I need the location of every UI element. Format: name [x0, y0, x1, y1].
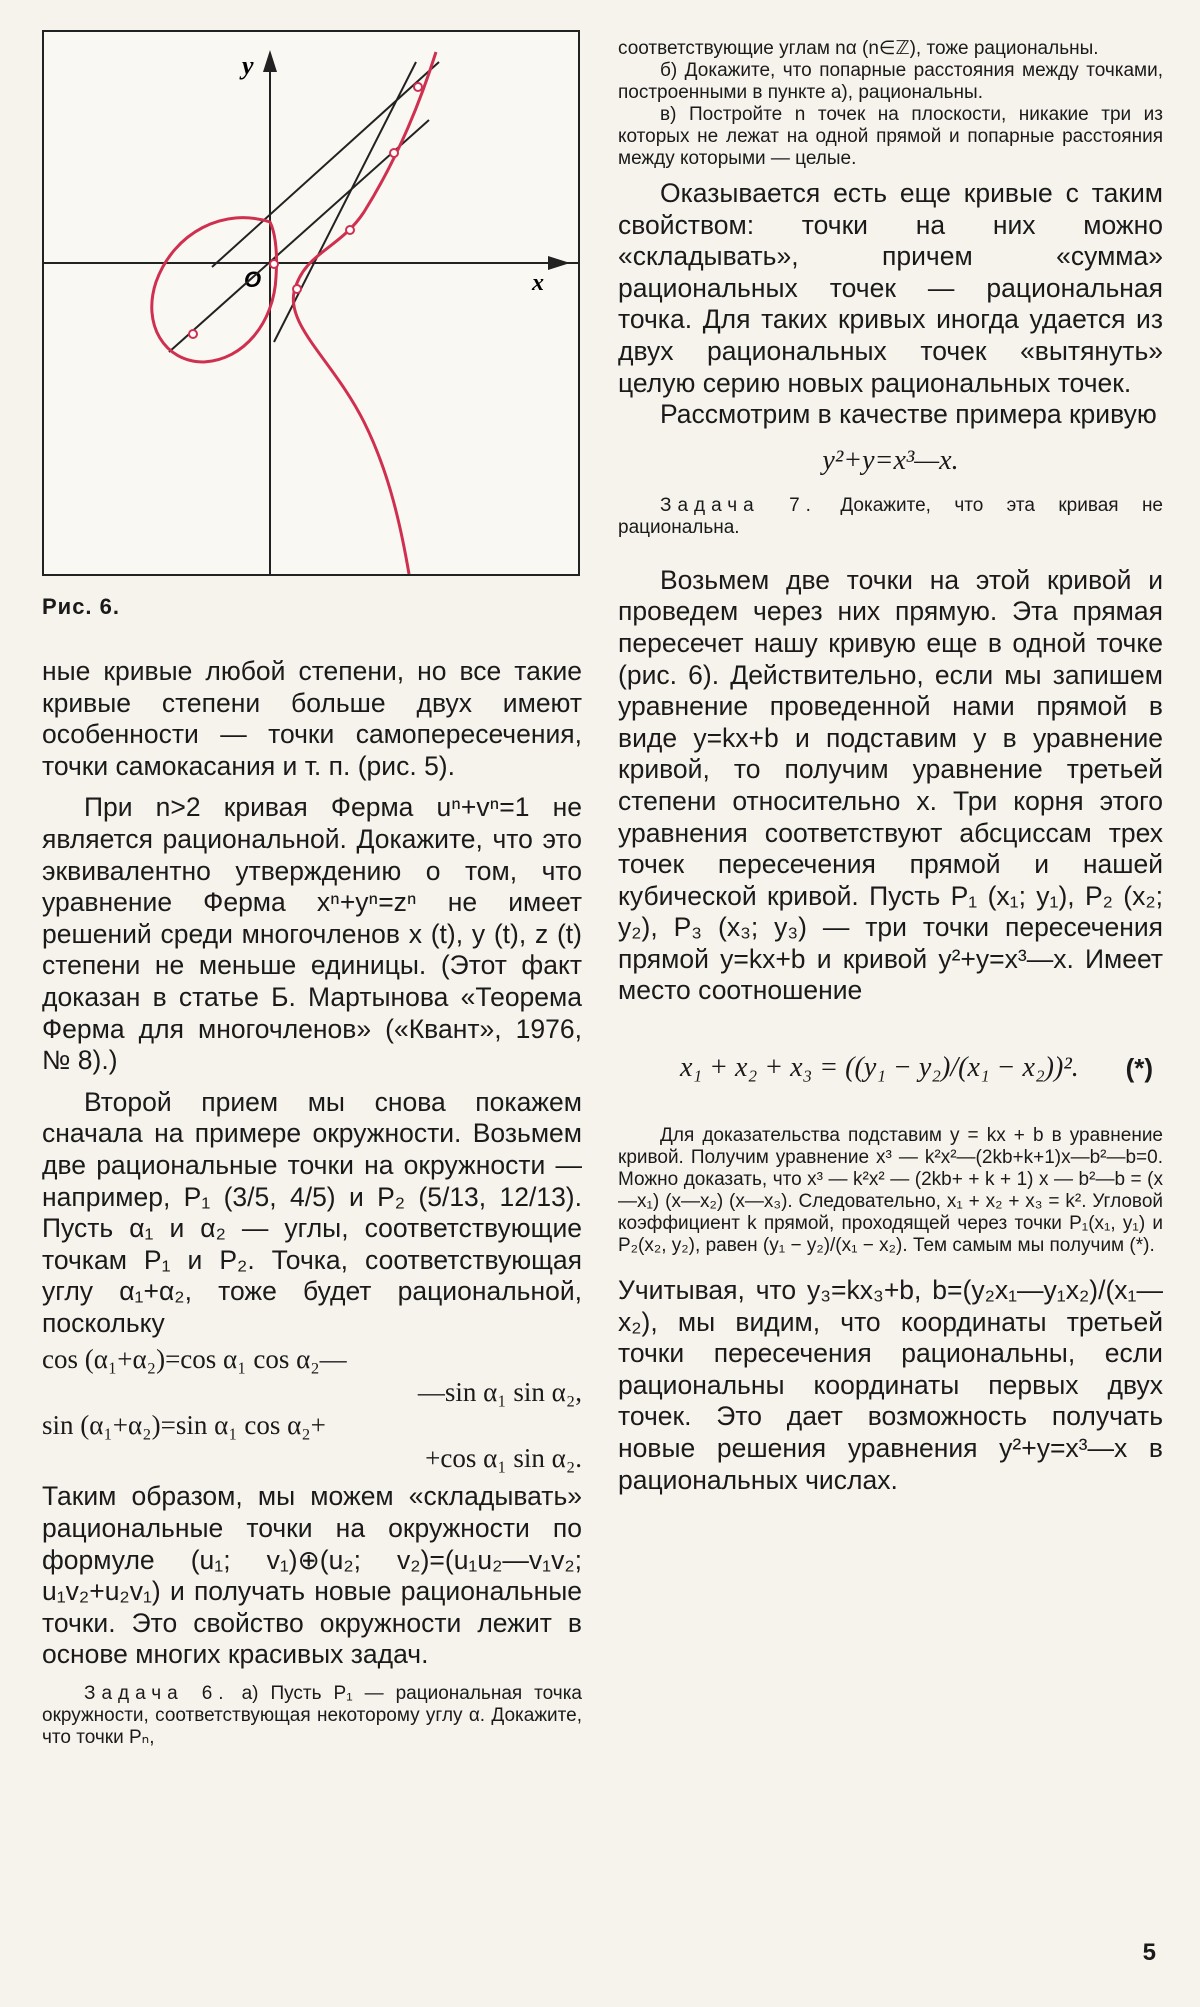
left-paragraph-2: При n>2 кривая Ферма uⁿ+vⁿ=1 не является рациональной. Докажите, что это эквивалентно утверждению о том, что уравнение Ферма xⁿ+yⁿ=zⁿ не имеет решений среди многочленов x (t), y (t), z (t) степени не меньше единицы. (Этот факт доказан в статье Б. Мартынова «Теорема Ферма для многочленов» («Квант», 1976, № 8).): [42, 792, 582, 1076]
left-paragraph-4: Таким образом, мы можем «складывать» рациональные точки на окружности по формуле (u₁; v₁)⊕(u₂; v₂)=(u₁u₂—v₁v₂; u₁v₂+u₂v₁) и получать новые рациональные точки. Это свойство окружности лежит в основе многих красивых задач.: [42, 1481, 582, 1670]
task-6-text: а) Пусть P₁ — рациональная точка окружности, соответствующая некоторому углу α. Докажите, что точки Pₙ,: [42, 1683, 583, 1749]
figure-caption: Рис. 6.: [42, 594, 121, 619]
proof-paragraph: Для доказательства подставим y = kx + b в уравнение кривой. Получим уравнение x³ — k²x²—(2kb+k+1)x—b²—b=0. Можно доказать, что x³ — k²x² — (2kb+ + k + 1) x — b²—b = (x—x₁) (x—x₂) (x—x₃). Следовательно, x₁ + x₂ + x₃ = k². Угловой коэффициент k прямой, проходящей через точки P₁(x₁, y₁) и P₂(x₂, y₂), равен (y₁ − y₂)/(x₁ − x₂). Тем самым мы получим (*).: [618, 1125, 1163, 1257]
cos-formula-line-2: —sin α₁ sin α₂,: [417, 1377, 582, 1408]
curve-point: [414, 83, 422, 91]
left-paragraph-3: Второй прием мы снова покажем сначала на примере окружности. Возьмем две рациональные точки на окружности — например, P₁ (3/5, 4/5) и P₂ (5/13, 12/13). Пусть α₁ и α₂ — углы, соответствующие точкам P₁ и P₂. Точка, соответствующая углу α₁+α₂, тоже будет рациональной, поскольку: [42, 1086, 582, 1338]
elliptic-curve-plot: [44, 32, 578, 574]
right-paragraph-7: Учитывая, что y₃=kx₃+b, b=(y₂x₁—y₁x₂)/(x₁—x₂), мы видим, что координаты третьей точки пересечения рациональны, если рациональны координаты первых двух точек. Это дает возможность получать новые решения уравнения y²+y=x³—x в рациональных числах.: [618, 1275, 1163, 1495]
curve-point: [293, 285, 301, 293]
sin-formula-line-1: sin (α₁+α₂)=sin α₁ cos α₂+: [42, 1410, 326, 1441]
curve-point: [189, 330, 197, 338]
star-formula: [618, 1033, 1163, 1103]
star-formula-mark: (*): [1125, 1052, 1153, 1083]
right-paragraph-2: б) Докажите, что попарные расстояния между точками, построенными в пункте а), рациональны.: [618, 60, 1163, 103]
task-7-label: Задача 7.: [660, 494, 817, 516]
origin-label: O: [244, 267, 262, 292]
curve-equation: y²+y=x³—x.: [822, 444, 959, 476]
x-axis-label: x: [532, 270, 544, 296]
x-axis-arrow-icon: [548, 256, 570, 270]
curve-point: [270, 260, 278, 268]
left-paragraph-1: ные кривые любой степени, но все такие кривые степени больше двух имеют особенности — точки самопересечения, точки самокасания и т. п. (рис. 5).: [42, 656, 582, 781]
y-axis-label: y: [242, 51, 254, 80]
left-column: [42, 30, 582, 1749]
figure-6: [42, 30, 580, 576]
right-paragraph-4: Оказывается есть еще кривые с таким свойством: точки на них можно «складывать», причем «сумма» рациональных точек — рациональная точка. Для таких кривых иногда удается из двух рациональных точек «вытянуть» целую серию новых рациональных точек.: [618, 178, 1163, 398]
sin-formula-line-2: +cos α₁ sin α₂.: [425, 1443, 582, 1474]
curve-point: [346, 226, 354, 234]
page-number: 5: [1142, 1939, 1156, 1966]
secant-line-3: [274, 62, 416, 342]
right-paragraph-6: Возьмем две точки на этой кривой и проведем через них прямую. Эта прямая пересечет нашу кривую еще в одной точке (рис. 6). Действительно, если мы запишем уравнение проведенной нами прямой в виде y=kx+b и подставим y в уравнение кривой, то получим уравнение третьей степени относительно x. Три корня этого уравнения соответствуют абсциссам трех точек пересечения прямой и нашей кубической кривой. Пусть P₁ (x₁; y₁), P₂ (x₂; y₂), P₃ (x₃; y₃) — три точки пересечения прямой y=kx+b и кривой y²+y=x³—x. Имеет место соотношение: [618, 564, 1163, 1006]
trig-formulas: [42, 1343, 582, 1475]
task-7-text: Докажите, что эта кривая не рациональна.: [618, 494, 1164, 538]
star-formula-expression: x₁ + x₂ + x₃ = ((y₁ − y₂)/(x₁ − x₂))².: [680, 1052, 1079, 1084]
task-6: [42, 1683, 582, 1749]
task-7: [618, 495, 1163, 539]
curve-point: [390, 149, 398, 157]
right-paragraph-3: в) Постройте n точек на плоскости, никакие три из которых не лежат на одной прямой и попарные расстояния между которыми — целые.: [618, 104, 1163, 169]
right-paragraph-1: соответствующие углам nα (n∈ℤ), тоже рациональны.: [618, 38, 1099, 59]
y-axis-arrow-icon: [263, 50, 277, 72]
task-6-label: Задача 6.: [84, 1683, 230, 1705]
cos-formula-line-1: cos (α₁+α₂)=cos α₁ cos α₂—: [42, 1344, 347, 1375]
right-paragraph-5: Рассмотрим в качестве примера кривую: [660, 399, 1157, 430]
right-column: [618, 38, 1163, 1496]
secant-line-2: [212, 62, 439, 267]
